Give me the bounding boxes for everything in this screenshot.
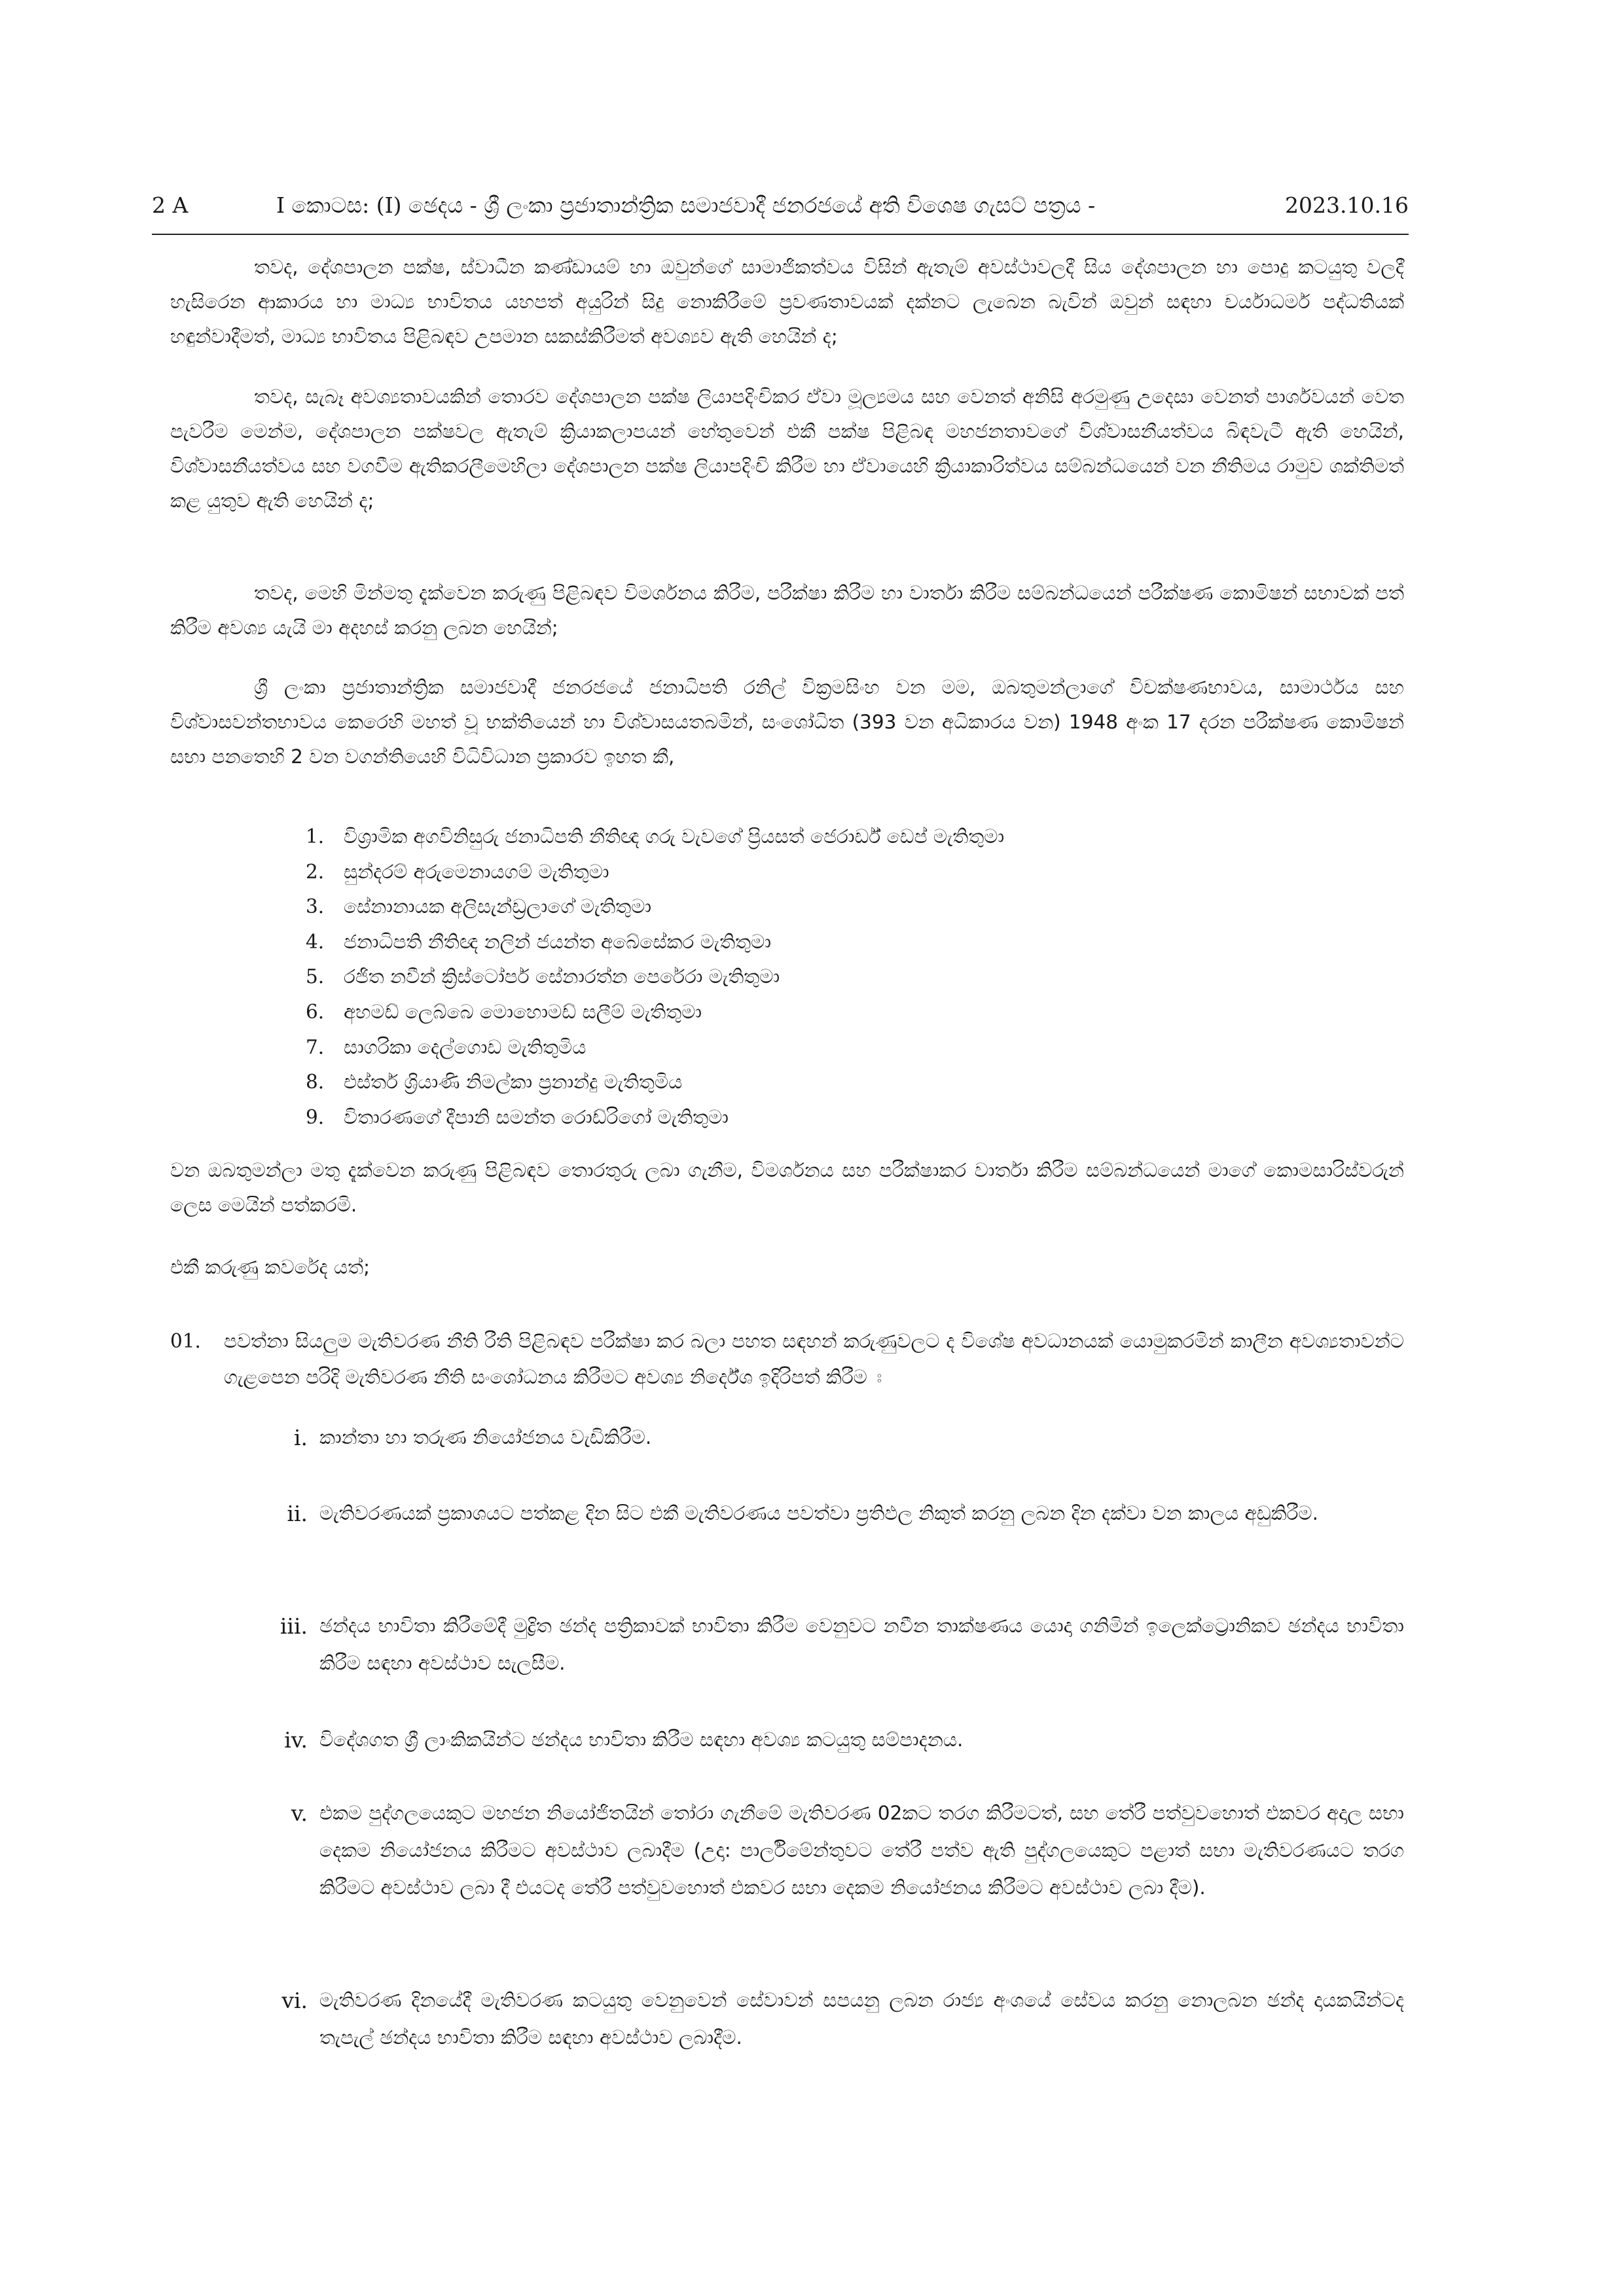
matters-heading: එකී කරුණු කවරේද යත්; [170, 1256, 370, 1278]
member-name: සාගරිකා දෙල්ගොඩ මැතිතුමිය [344, 1035, 586, 1058]
list-item [298, 995, 1280, 1030]
roman-numeral: iv. [284, 1727, 308, 1753]
roman-numeral: iii. [280, 1613, 308, 1639]
member-name: අහමඩ් ලෙබ්බෙ මොහොමඩ් සලීම් මැතිතුමා [344, 1000, 702, 1023]
roman-numeral: ii. [287, 1501, 308, 1526]
list-item [298, 925, 1280, 960]
list-number: 5. [306, 965, 325, 988]
member-name: එස්තර් ශ්‍රියාණි නිමල්කා ප්‍රනාන්දු මැතිතුමිය [344, 1071, 683, 1094]
list-number: 9. [306, 1105, 325, 1128]
member-name: සුන්දරම් අරුමෙනායගම් මැතිතුමා [344, 860, 609, 883]
appointment-paragraph: වන ඔබතුමන්ලා මතු දැක්වෙන කරුණු පිළිබඳව තොරතුරු ලබා ගැනීම, විමර්ශනය සහ පරීක්ෂාකර වාර්තා කිරීම සම්බන්ධයෙන් මාගේ කොමසාරිස්වරුන් ලෙස මෙයින් පත්කරමි. [170, 1159, 1404, 1216]
member-name: විතාරණගේ දීපානි සමන්ත රොඩ්රිගෝ මැතිතුමා [344, 1105, 729, 1128]
list-number: 1. [306, 825, 325, 848]
sub-item-text: මැතිවරණ දිනයේදී මැතිවරණ කටයුතු වෙනුවෙන් සේවාවන් සපයනු ලබන රාජ්‍ය අංශයේ සේවය කරනු නොලබන ඡන්ද දායකයින්ටද තැපැල් ඡන්දය භාවිතා කිරීම සඳහා අවස්ථාව ලබාදීම. [319, 1989, 1404, 2049]
sub-item-text: ඡන්දය භාවිතා කිරීමේදී මුද්‍රිත ඡන්ද පත්‍රිකාවක් භාවිතා කිරීම වෙනුවට නවීන තාක්ෂණය යොදා ගනිමින් ඉලෙක්ට්‍රොනිකව ඡන්දය භාවිතා කිරීම සඳහා අවස්ථාව සැලසීම. [319, 1615, 1404, 1674]
header-date: 2023.10.16 [1285, 192, 1409, 218]
page-number: 2 A [152, 192, 189, 218]
commissioner-list [298, 819, 1280, 1135]
list-item [298, 1100, 1280, 1136]
roman-numeral: v. [291, 1801, 308, 1826]
list-item [298, 819, 1280, 855]
item-text: පවත්නා සියලුම මැතිවරණ නීති රීති පිළිබඳව පරීක්ෂා කර බලා පහත සඳහන් කරුණුවලට ද විශේෂ අවධානයක් යොමුකරමින් කාලීන අවශ්‍යතාවන්ට ගැළපෙන පරිදි මැතිවරණ නීති සංශෝධනය කිරීමට අවශ්‍ය නිර්දේශ ඉදිරිපත් කිරීම ඃ [224, 1330, 1404, 1388]
roman-numeral: i. [293, 1425, 308, 1450]
member-name: විශ්‍රාමික අගවිනිසුරු ජනාධිපති නීතිඥ ගරු වැවගේ ප්‍රියසත් ජෙරාර්ඩ් ඩෙප් මැතිතුමා [344, 825, 1005, 848]
list-number: 7. [306, 1035, 325, 1058]
list-item [298, 889, 1280, 925]
item-number: 01. [170, 1330, 201, 1352]
list-number: 4. [306, 930, 325, 953]
list-number: 2. [306, 860, 325, 883]
list-number: 8. [306, 1071, 325, 1094]
paragraph-2: තවද, සැබෑ අවශ්‍යතාවයකින් තොරව දේශපාලන පක්ෂ ලියාපදිංචිකර ඒවා මූල්‍යමය සහ වෙනත් අනිසි අරමුණු උදෙසා වෙනත් පාර්ශවයන් වෙත පැවරීම මෙන්ම, දේශපාලන පක්ෂවල ඇතැම් ක්‍රියාකලාපයන් හේතුවෙන් එකී පක්ෂ පිළිබඳ මහජනතාවගේ විශ්වාසනීයත්වය බිඳවැටී ඇති හෙයින්, විශ්වාසනීයත්වය සහ වගවීම ඇතිකරලීමෙහිලා දේශපාලන පක්ෂ ලියාපදිංචි කිරීම හා ඒවායෙහි ක්‍රියාකාරිත්වය සම්බන්ධයෙන් වන නීතිමය රාමුව ශක්තිමත් කළ යුතුව ඇති හෙයින් ද; [170, 386, 1404, 512]
paragraph-3: තවද, මෙහි මින්මතු දැක්වෙන කරුණු පිළිබඳව විමර්ශනය කිරීම, පරීක්ෂා කිරීම හා වාර්තා කිරීම සම්බන්ධයෙන් පරීක්ෂණ කොමිෂන් සභාවක් පත් කිරීම අවශ්‍ය යැයි මා අදහස් කරනු ලබන හෙයින්; [170, 582, 1404, 639]
sub-item-text: විදේශගත ශ්‍රී ලාංකිකයින්ට ඡන්දය භාවිතා කිරීම සඳහා අවශ්‍ය කටයුතු සම්පාදනය. [319, 1729, 964, 1751]
paragraph-1: තවද, දේශපාලන පක්ෂ, ස්වාධීන කණ්ඩායම් හා ඔවුන්ගේ සාමාජිකත්වය විසින් ඇතැම් අවස්ථාවලදී සිය දේශපාලන හා පොදු කටයුතු වලදී හැසිරෙන ආකාරය හා මාධ්‍ය භාවිතය යහපත් අයුරින් සිදු නොකිරීමේ ප්‍රවණතාවයක් දක්නට ලැබෙන බැවින් ඔවුන් සඳහා චර්යාධර්ම පද්ධතියක් හඳුන්වාදීමත්, මාධ්‍ය භාවිතය පිළිබඳව උපමාන සකස්කිරීමත් අවශ්‍යව ඇති හෙයින් ද; [170, 256, 1404, 348]
member-name: රජිත නවීන් ක්‍රිස්ටෝපර් සේනාරත්න පෙරේරා මැතිතුමා [344, 965, 780, 988]
list-item [298, 1065, 1280, 1100]
member-name: ජනාධිපති නීතිඥ නලින් ජයන්ත අබේසේකර මැතිතුමා [344, 930, 772, 953]
list-number: 3. [306, 895, 325, 918]
paragraph-4: ශ්‍රී ලංකා ප්‍රජාතාන්ත්‍රික සමාජවාදී ජනරජයේ ජනාධිපති රනිල් වික්‍රමසිංහ වන මම, ඔබතුමන්ලාගේ විචක්ෂණභාවය, සාමාර්ථය සහ විශ්වාසවන්තභාවය කෙරෙහි මහත් වූ භක්තියෙන් හා විශ්වාසයතබමින්, සංශෝධිත (393 වන අධිකාරය වන) 1948 අංක 17 දරන පරීක්ෂණ කොමිෂන් සභා පනතෙහි 2 වන වගන්තියෙහි විධිවිධාන ප්‍රකාරව ඉහත කී, [170, 676, 1404, 768]
sub-item-text: මැතිවරණයක් ප්‍රකාශයට පත්කළ දින සිට එකී මැතිවරණය පවත්වා ප්‍රතිඵල නිකුත් කරනු ලබන දින දක්වා වන කාලය අඩුකිරීම. [319, 1502, 1319, 1524]
header-rule [152, 234, 1409, 235]
member-name: සේනානායක අලිසැන්ඩ්‍රලාගේ මැතිතුමා [344, 895, 652, 918]
header-title: I කොටස: (I) ඡෙදය - ශ්‍රී ලංකා ප්‍රජාතාන්ත්‍රික සමාජවාදී ජනරජයේ අති විශෙෂ ගැසට් පත්‍රය - [276, 192, 1096, 218]
roman-numeral: vi. [281, 1988, 308, 2013]
list-number: 6. [306, 1000, 325, 1023]
sub-item-text: කාන්තා හා තරුණ නියෝජනය වැඩිකිරීම. [319, 1426, 652, 1448]
list-item [298, 1030, 1280, 1066]
page-header [152, 191, 1409, 224]
list-item [298, 960, 1280, 995]
sub-item-text: එකම පුද්ගලයෙකුට මහජන නියෝජිතයින් තෝරා ගැනීමේ මැතිවරණ 02කට තරග කිරීමටත්, සහ තේරී පත්වුවහොත් එකවර අදාල සභා දෙකම නියෝජනය කිරීමට අවස්ථාව ලබාදීම (උදා: පාර්ලිමේන්තුවට තේරී පත්ව ඇති පුද්ගලයෙකුට පළාත් සභා මැතිවරණයට තරග කිරීමට අවස්ථාව ලබා දී එයටද තේරී පත්වුවහොත් එකවර සභා දෙකම නියෝජනය කිරීමට අවස්ථාව ලබා දීම). [319, 1802, 1404, 1899]
list-item [298, 855, 1280, 890]
